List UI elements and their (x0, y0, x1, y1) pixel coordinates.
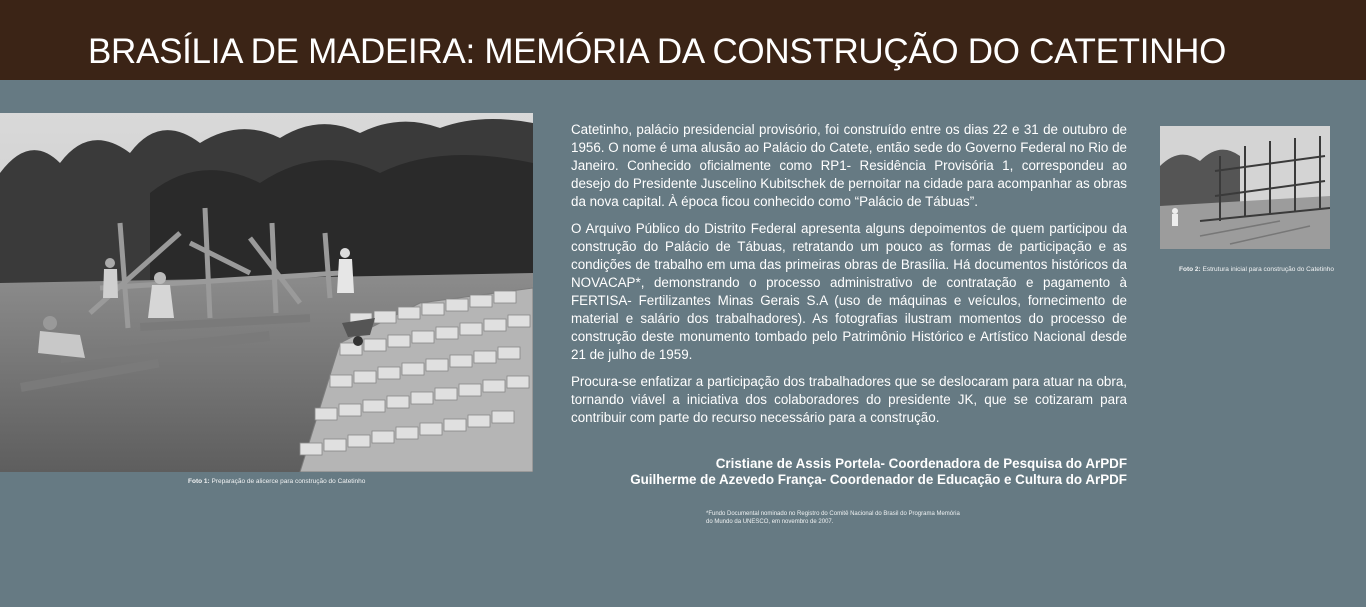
photo1-caption (188, 478, 365, 485)
article-paragraph: Catetinho, palácio presidencial provisório, foi construído entre os dias 22 e 31 de outubro de 1956. O nome é uma alusão ao Palácio do Catete, então sede do Governo Federal no Rio de Janeiro. Conhecido oficialmente como RP1- Residência Provisória 1, correspondeu ao desejo do Presidente Juscelino Kubitschek de pernoitar na cidade para acompanhar as obras da nova capital. À época ficou conhecido como “Palácio de Tábuas”. (571, 122, 1127, 209)
footnote-line: *Fundo Documental nominado no Registro do Comitê Nacional do Brasil do Programa Memória (706, 511, 960, 517)
photo2-caption (1179, 266, 1334, 273)
photo1-caption-text: Preparação de alicerce para construção do Catetinho (209, 478, 366, 485)
footnote-line: do Mundo da UNESCO, em novembro de 2007. (706, 519, 834, 525)
title-bar (0, 0, 1366, 80)
page-title: BRASÍLIA DE MADEIRA: MEMÓRIA DA CONSTRUÇÃO DO CATETINHO (88, 32, 1227, 71)
photo2-caption-text: Estrutura inicial para construção do Catetinho (1200, 266, 1334, 273)
signature-line: Guilherme de Azevedo França- Coordenador de Educação e Cultura do ArPDF (630, 472, 1127, 487)
article-paragraph: O Arquivo Público do Distrito Federal apresenta alguns depoimentos de quem participou da construção do Palácio de Tábuas, retratando um pouco as formas de participação e as condições de trabalho em uma das primeiras obras de Brasília. Há documentos históricos da NOVACAP*, demonstrando o processo administrativo de contratação e pagamento à FERTISA- Fertilizantes Minas Gerais S.A (uso de máquinas e veículos, fornecimento de material e salário dos trabalhadores). As fotografias ilustram momentos do processo de construção deste monumento tombado pelo Patrimônio Histórico e Artístico Nacional desde 21 de julho de 1959. (571, 221, 1127, 362)
signature-block (571, 456, 1127, 488)
photo2-caption-label: Foto 2: (1179, 266, 1201, 273)
footnote (706, 510, 960, 526)
signature-line: Cristiane de Assis Portela- Coordenadora de Pesquisa do ArPDF (715, 456, 1127, 471)
article-paragraph: Procura-se enfatizar a participação dos trabalhadores que se deslocaram para atuar na obra, tornando viável a iniciativa dos colaboradores do presidente JK, que se cotizaram para contribuir com parte do recurso necessário para a construção. (571, 374, 1127, 425)
photo1-caption-label: Foto 1: (188, 478, 210, 485)
photo-foundation-preparation (0, 113, 533, 472)
photo-initial-structure (1160, 126, 1330, 249)
article-body (571, 121, 1127, 436)
